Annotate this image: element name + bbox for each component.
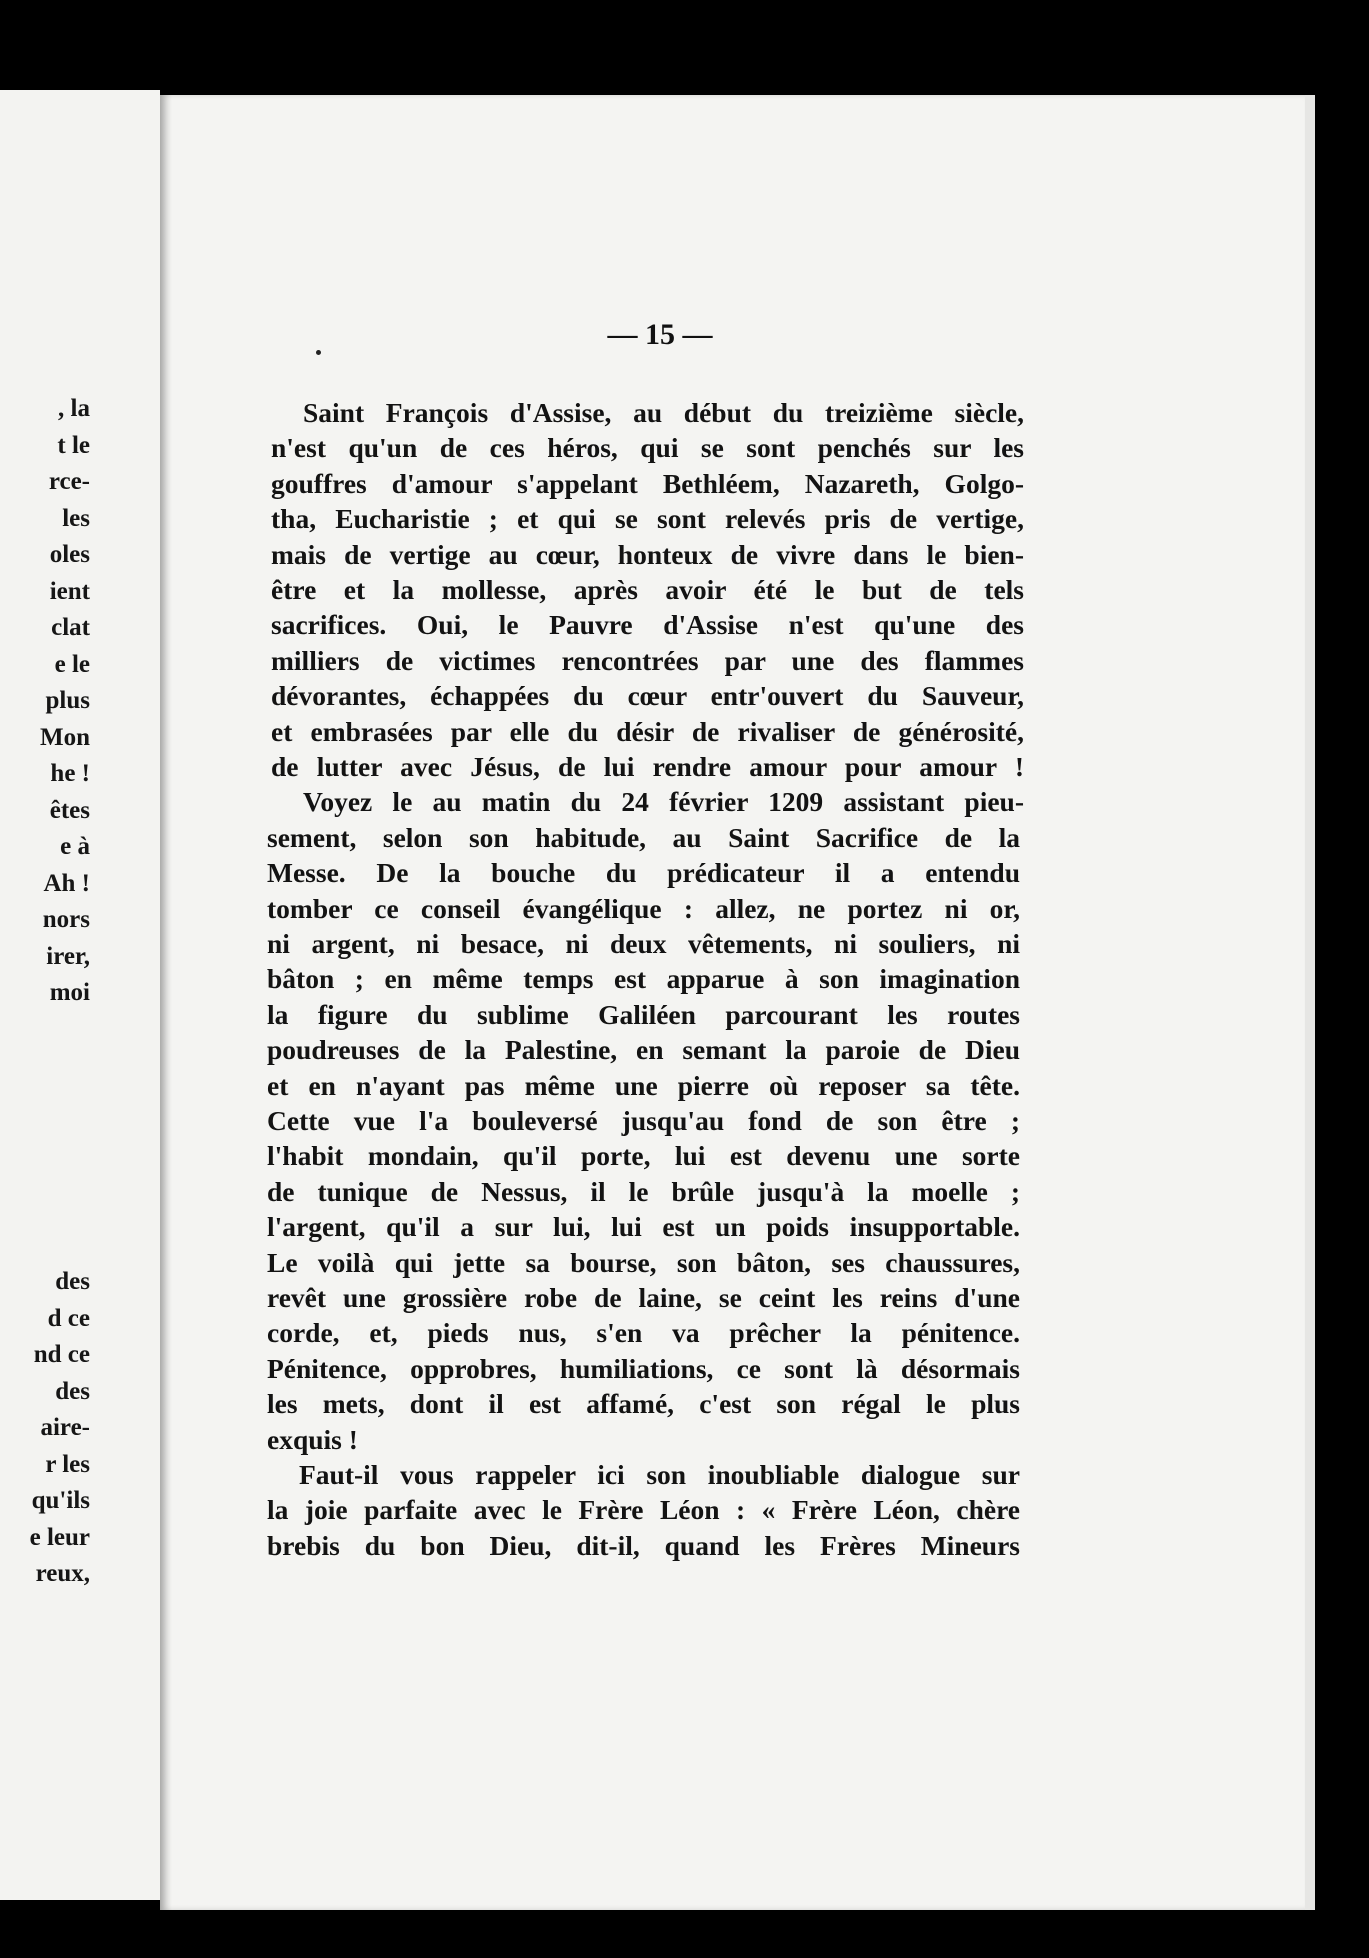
text-line: l'argent, qu'il a sur lui, lui est un poids insupportable. xyxy=(267,1211,1020,1243)
text-line: et en n'ayant pas même une pierre où reposer sa tête. xyxy=(267,1069,1020,1101)
previous-page-line: , la xyxy=(58,395,90,422)
text-line: la joie parfaite avec le Frère Léon : « Frère Léon, chère xyxy=(267,1494,1020,1526)
previous-page-line: clat xyxy=(51,614,90,641)
previous-page-line: plus xyxy=(45,687,90,714)
text-line: et embrasées par elle du désir de rivaliser de générosité, xyxy=(271,715,1024,747)
previous-page-line: oles xyxy=(49,541,90,568)
ink-dot xyxy=(316,350,321,355)
text-line: gouffres d'amour s'appelant Bethléem, Nazareth, Golgo- xyxy=(271,467,1024,499)
text-line: Faut-il vous rappeler ici son inoubliable dialogue sur xyxy=(299,1459,1020,1490)
text-line: tha, Eucharistie ; et qui se sont relevés pris de vertige, xyxy=(271,503,1024,535)
previous-page-line: e le xyxy=(54,650,90,678)
text-line: l'habit mondain, qu'il porte, lui est devenu une sorte xyxy=(267,1140,1020,1172)
text-line: Saint François d'Assise, au début du treizième siècle, xyxy=(303,397,1024,428)
previous-page-line: des xyxy=(55,1377,90,1405)
text-line: Le voilà qui jette sa bourse, son bâton, ses chaussures, xyxy=(267,1246,1020,1278)
previous-page-line: nors xyxy=(42,906,90,933)
text-line: Voyez le au matin du 24 février 1209 assistant pieu- xyxy=(303,786,1024,818)
text-line: brebis du bon Dieu, dit-il, quand les Frères Mineurs xyxy=(267,1529,1020,1561)
text-line: sacrifices. Oui, le Pauvre d'Assise n'est qu'une des xyxy=(271,609,1024,641)
previous-page-line: les xyxy=(62,504,90,532)
text-line: sement, selon son habitude, au Saint Sacrifice de la xyxy=(267,821,1020,853)
previous-page-line: irer, xyxy=(46,942,90,970)
previous-page-line: êtes xyxy=(49,796,90,824)
previous-page-line: nd ce xyxy=(33,1341,90,1368)
text-line: tomber ce conseil évangélique : allez, ne portez ni or, xyxy=(267,892,1020,924)
text-line: ni argent, ni besace, ni deux vêtements, ni souliers, ni xyxy=(267,928,1020,959)
previous-page-line: des xyxy=(55,1268,90,1295)
text-line: revêt une grossière robe de laine, se ceint les reins d'une xyxy=(267,1282,1020,1313)
previous-page-line: Ah ! xyxy=(43,869,90,897)
text-line: de lutter avec Jésus, de lui rendre amour pour amour ! xyxy=(271,751,1024,782)
page-edge xyxy=(1305,95,1315,1910)
previous-page-line: he ! xyxy=(50,760,90,787)
text-line: corde, et, pieds nus, s'en va prêcher la pénitence. xyxy=(267,1317,1020,1349)
text-line: être et la mollesse, après avoir été le but de tels xyxy=(271,574,1024,605)
text-line: Messe. De la bouche du prédicateur il a entendu xyxy=(267,857,1020,889)
text-line: bâton ; en même temps est apparue à son imagination xyxy=(267,963,1020,995)
text-line: milliers de victimes rencontrées par une des flammes xyxy=(271,644,1024,676)
previous-page-fragment xyxy=(0,90,160,1900)
page-number: — 15 — xyxy=(607,318,713,351)
previous-page-line: moi xyxy=(49,979,90,1006)
text-line: mais de vertige au cœur, honteux de vivre dans le bien- xyxy=(271,538,1024,570)
previous-page-line: rce- xyxy=(48,468,90,495)
text-line: Cette vue l'a bouleversé jusqu'au fond de son être ; xyxy=(267,1105,1020,1136)
text-line: Pénitence, opprobres, humiliations, ce sont là désormais xyxy=(267,1352,1020,1384)
text-line: les mets, dont il est affamé, c'est son régal le plus xyxy=(267,1388,1020,1420)
previous-page-line: t le xyxy=(57,431,90,459)
previous-page-line: Mon xyxy=(40,723,90,751)
previous-page-line: aire- xyxy=(40,1414,90,1441)
text-line: de tunique de Nessus, il le brûle jusqu'à la moelle ; xyxy=(267,1175,1020,1207)
text-line: dévorantes, échappées du cœur entr'ouvert du Sauveur, xyxy=(271,680,1024,712)
previous-page-line: e leur xyxy=(29,1523,90,1551)
text-line: poudreuses de la Palestine, en semant la paroie de Dieu xyxy=(267,1034,1020,1066)
previous-page-line: ient xyxy=(49,577,90,605)
text-line: n'est qu'un de ces héros, qui se sont penchés sur les xyxy=(271,432,1024,464)
previous-page-line: qu'ils xyxy=(31,1487,90,1514)
previous-page-line: reux, xyxy=(35,1560,90,1587)
text-line: exquis ! xyxy=(267,1423,358,1455)
text-line: la figure du sublime Galiléen parcourant les routes xyxy=(267,998,1020,1030)
previous-page-line: e à xyxy=(60,833,90,860)
previous-page-line: r les xyxy=(45,1450,90,1478)
previous-page-line: d ce xyxy=(47,1304,90,1332)
gutter-shadow xyxy=(160,95,172,1910)
